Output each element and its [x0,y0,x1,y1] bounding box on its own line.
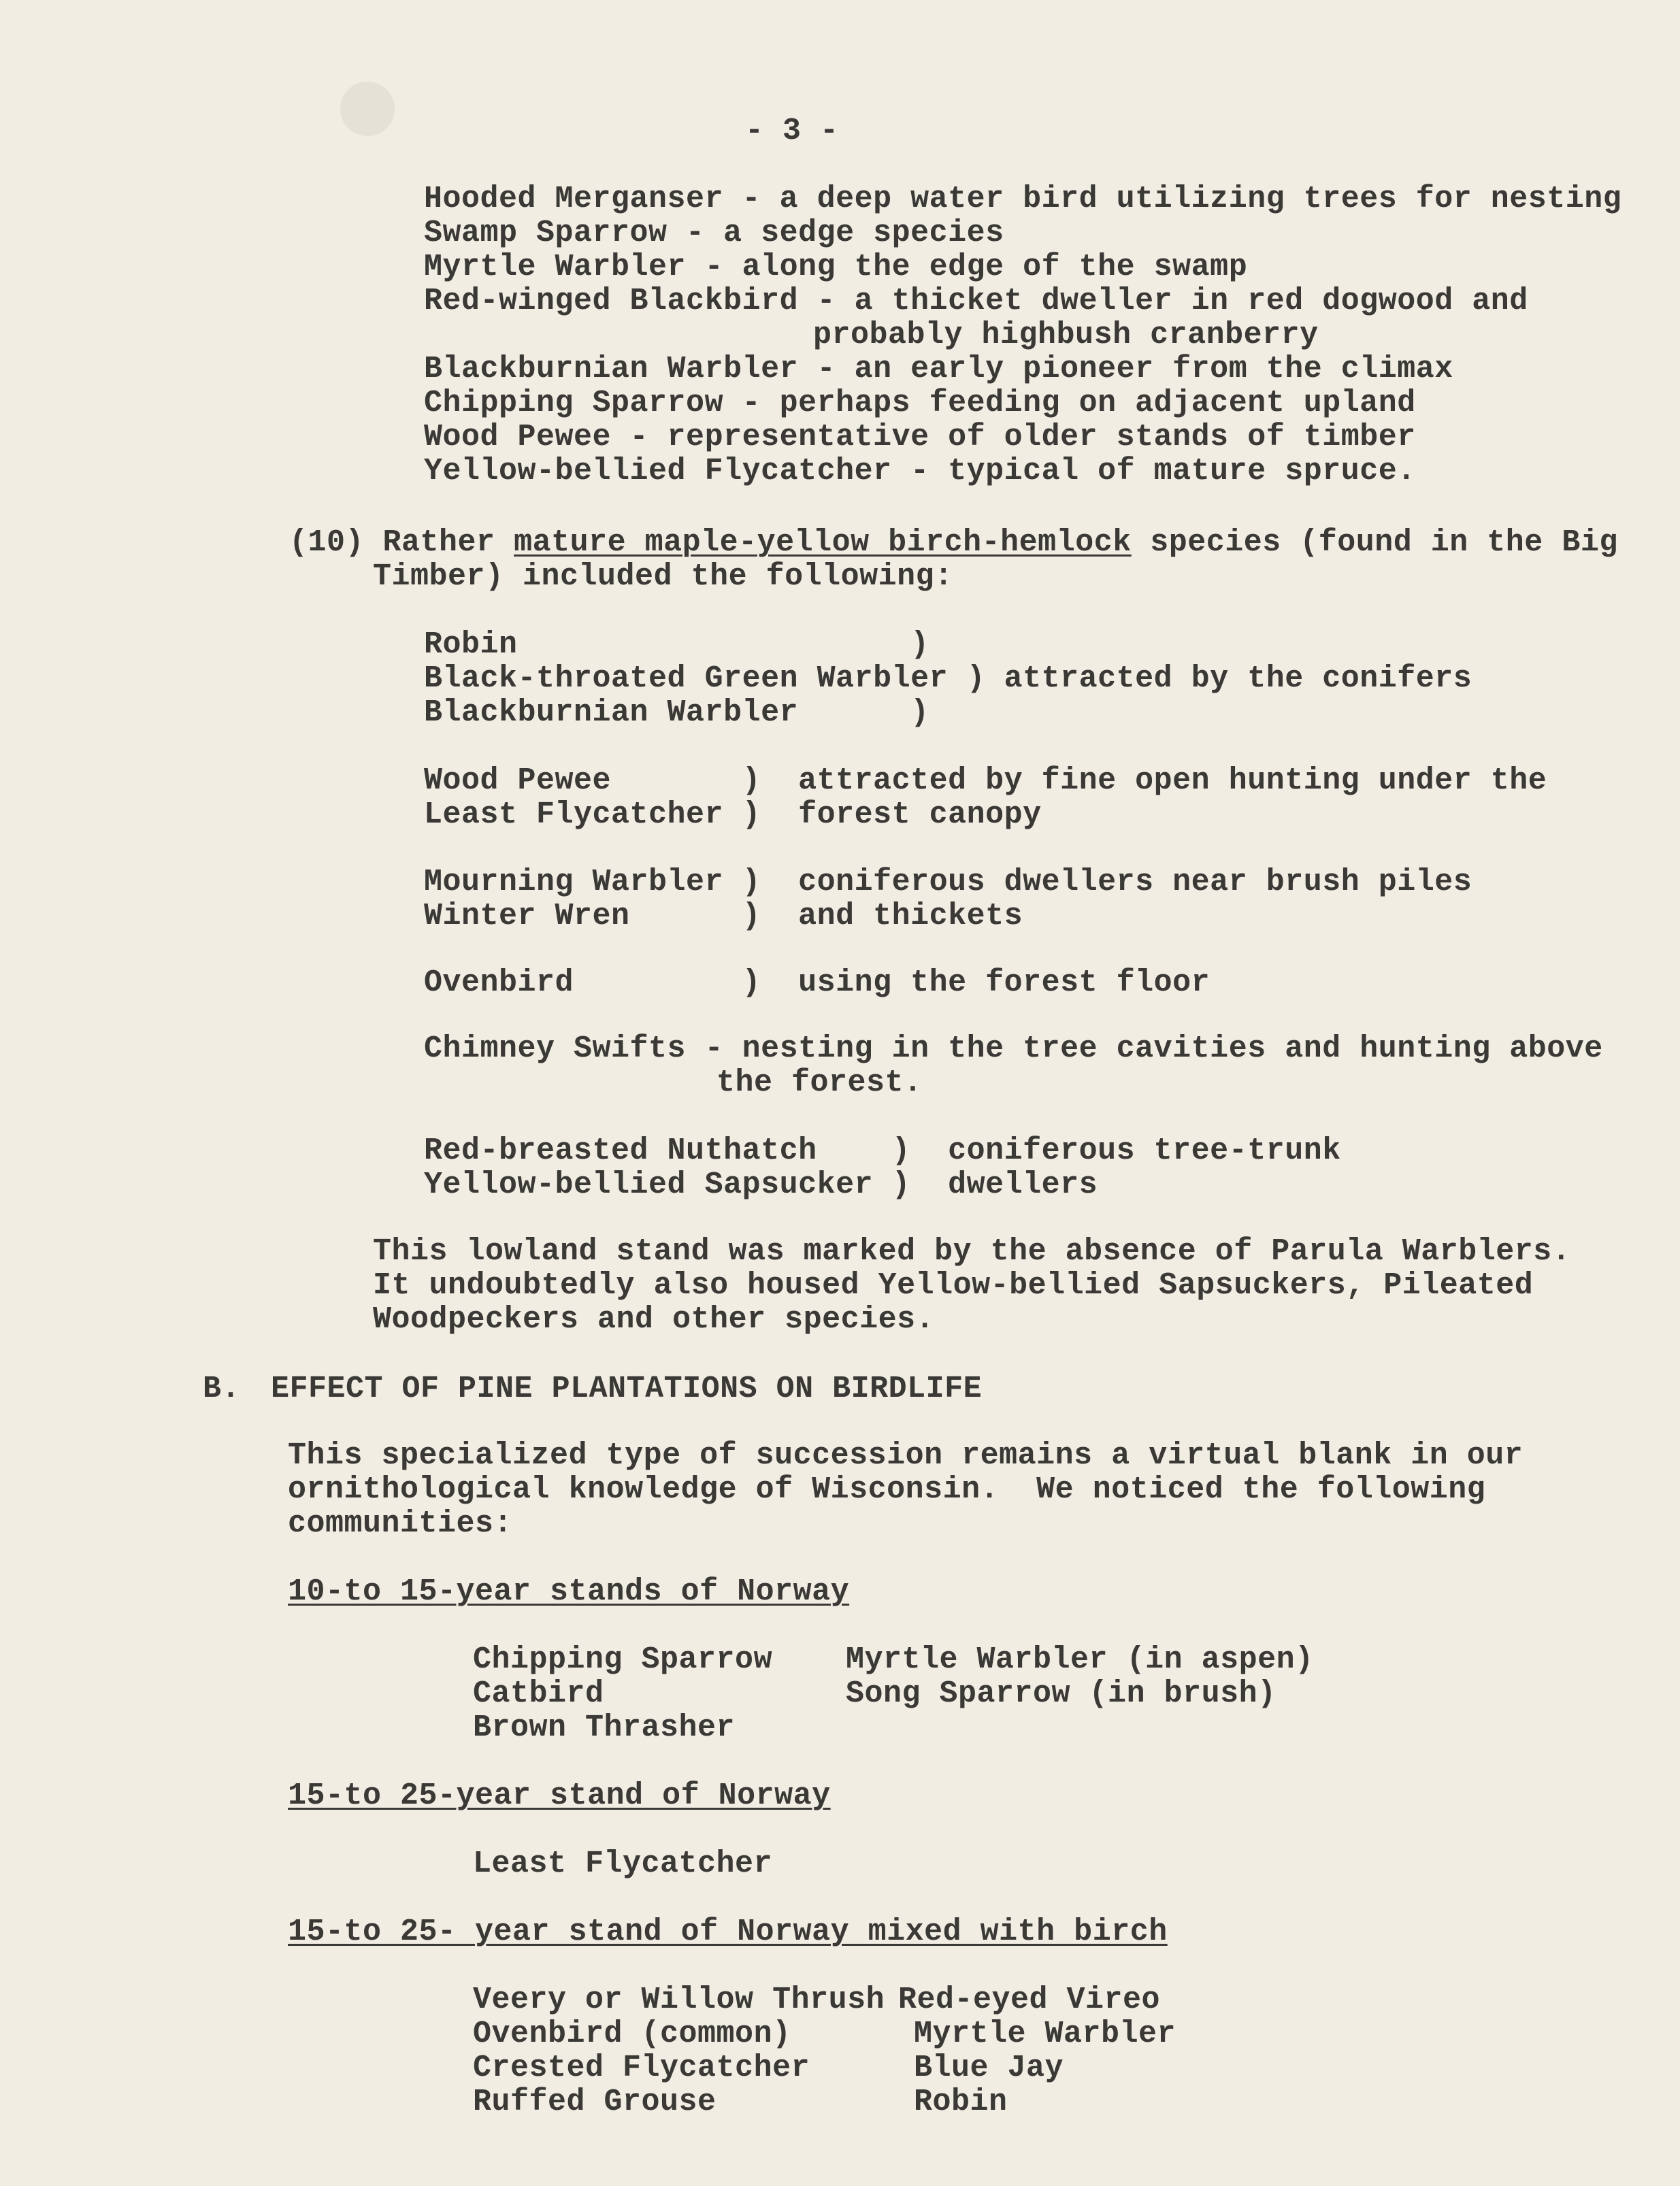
item-10-underlined: mature maple-yellow birch-hemlock [514,525,1132,560]
stand-3-bird: Ruffed Grouse [473,2085,717,2119]
swamp-list-line: Red-winged Blackbird - a thicket dweller in red dogwood and [424,284,1528,318]
lowland-note-line: Woodpeckers and other species. [373,1302,935,1337]
stand-3-bird: Veery or Willow Thrush [473,1983,885,2017]
brush-group-line: Mourning Warbler ) coniferous dwellers near brush piles [424,865,1472,899]
swamp-list-line: Myrtle Warbler - along the edge of the swamp [424,250,1248,284]
stand-1-bird: Catbird [473,1676,604,1711]
conifer-group-line: Blackburnian Warbler ) [424,695,929,730]
page-number: - 3 - [745,114,839,148]
section-b-label: B. [203,1372,241,1406]
swamp-list-line: Yellow-bellied Flycatcher - typical of mature spruce. [424,454,1416,488]
item-10-prefix: (10) Rather [289,525,514,560]
item-10-suffix: species (found in the Big [1131,525,1618,560]
stand-3-bird: Red-eyed Vireo [898,1983,1161,2017]
lowland-note-line: This lowland stand was marked by the absence of Parula Warblers. [373,1234,1571,1269]
swamp-list-line: Blackburnian Warbler - an early pioneer from the climax [424,352,1453,386]
hunting-group-line: Least Flycatcher ) forest canopy [424,797,1042,832]
stand-2-bird: Least Flycatcher [473,1846,773,1881]
swamp-list-line: Wood Pewee - representative of older stands of timber [424,420,1416,454]
stand-1-heading: 10-to 15-year stands of Norway [288,1574,850,1609]
item-10-line-2: Timber) included the following: [373,559,953,594]
swifts-line: Chimney Swifts - nesting in the tree cavities and hunting above [424,1031,1603,1066]
swifts-line: the forest. [717,1065,923,1100]
stand-3-bird: Crested Flycatcher [473,2051,810,2085]
section-b-intro-line: communities: [288,1506,513,1541]
lowland-note-line: It undoubtedly also housed Yellow-bellied Sapsuckers, Pileated [373,1268,1534,1303]
stand-1-bird: Song Sparrow (in brush) [846,1676,1277,1711]
swamp-list-line: Hooded Merganser - a deep water bird utilizing trees for nesting [424,182,1622,216]
item-10-line-1 [289,526,1618,560]
section-b-intro-line: ornithological knowledge of Wisconsin. We noticed the following [288,1472,1486,1507]
stand-1-bird: Myrtle Warbler (in aspen) [846,1642,1314,1677]
stand-3-bird: Blue Jay [914,2051,1064,2085]
swamp-list-line: Swamp Sparrow - a sedge species [424,216,1004,250]
stand-1-bird: Brown Thrasher [473,1710,736,1745]
hunting-group-line: Wood Pewee ) attracted by fine open hunting under the [424,763,1547,798]
stand-3-heading: 15-to 25- year stand of Norway mixed with birch [288,1915,1168,1949]
stand-2-heading: 15-to 25-year stand of Norway [288,1778,831,1813]
conifer-group-line: Robin ) [424,627,929,662]
floor-group-line: Ovenbird ) using the forest floor [424,965,1210,1000]
trunk-group-line: Yellow-bellied Sapsucker ) dwellers [424,1167,1098,1202]
conifer-group-line: Black-throated Green Warbler ) attracted by the conifers [424,661,1472,696]
brush-group-line: Winter Wren ) and thickets [424,899,1023,933]
section-b-heading: EFFECT OF PINE PLANTATIONS ON BIRDLIFE [271,1372,983,1406]
trunk-group-line: Red-breasted Nuthatch ) coniferous tree-trunk [424,1133,1341,1168]
paper-smudge [340,82,395,136]
stand-3-bird: Robin [914,2085,1008,2119]
swamp-list-line: Chipping Sparrow - perhaps feeding on adjacent upland [424,386,1416,420]
stand-1-bird: Chipping Sparrow [473,1642,773,1677]
stand-3-bird: Ovenbird (common) [473,2017,791,2051]
swamp-list-line: probably highbush cranberry [813,318,1319,352]
section-b-intro-line: This specialized type of succession remains a virtual blank in our [288,1438,1523,1473]
stand-3-bird: Myrtle Warbler [914,2017,1176,2051]
